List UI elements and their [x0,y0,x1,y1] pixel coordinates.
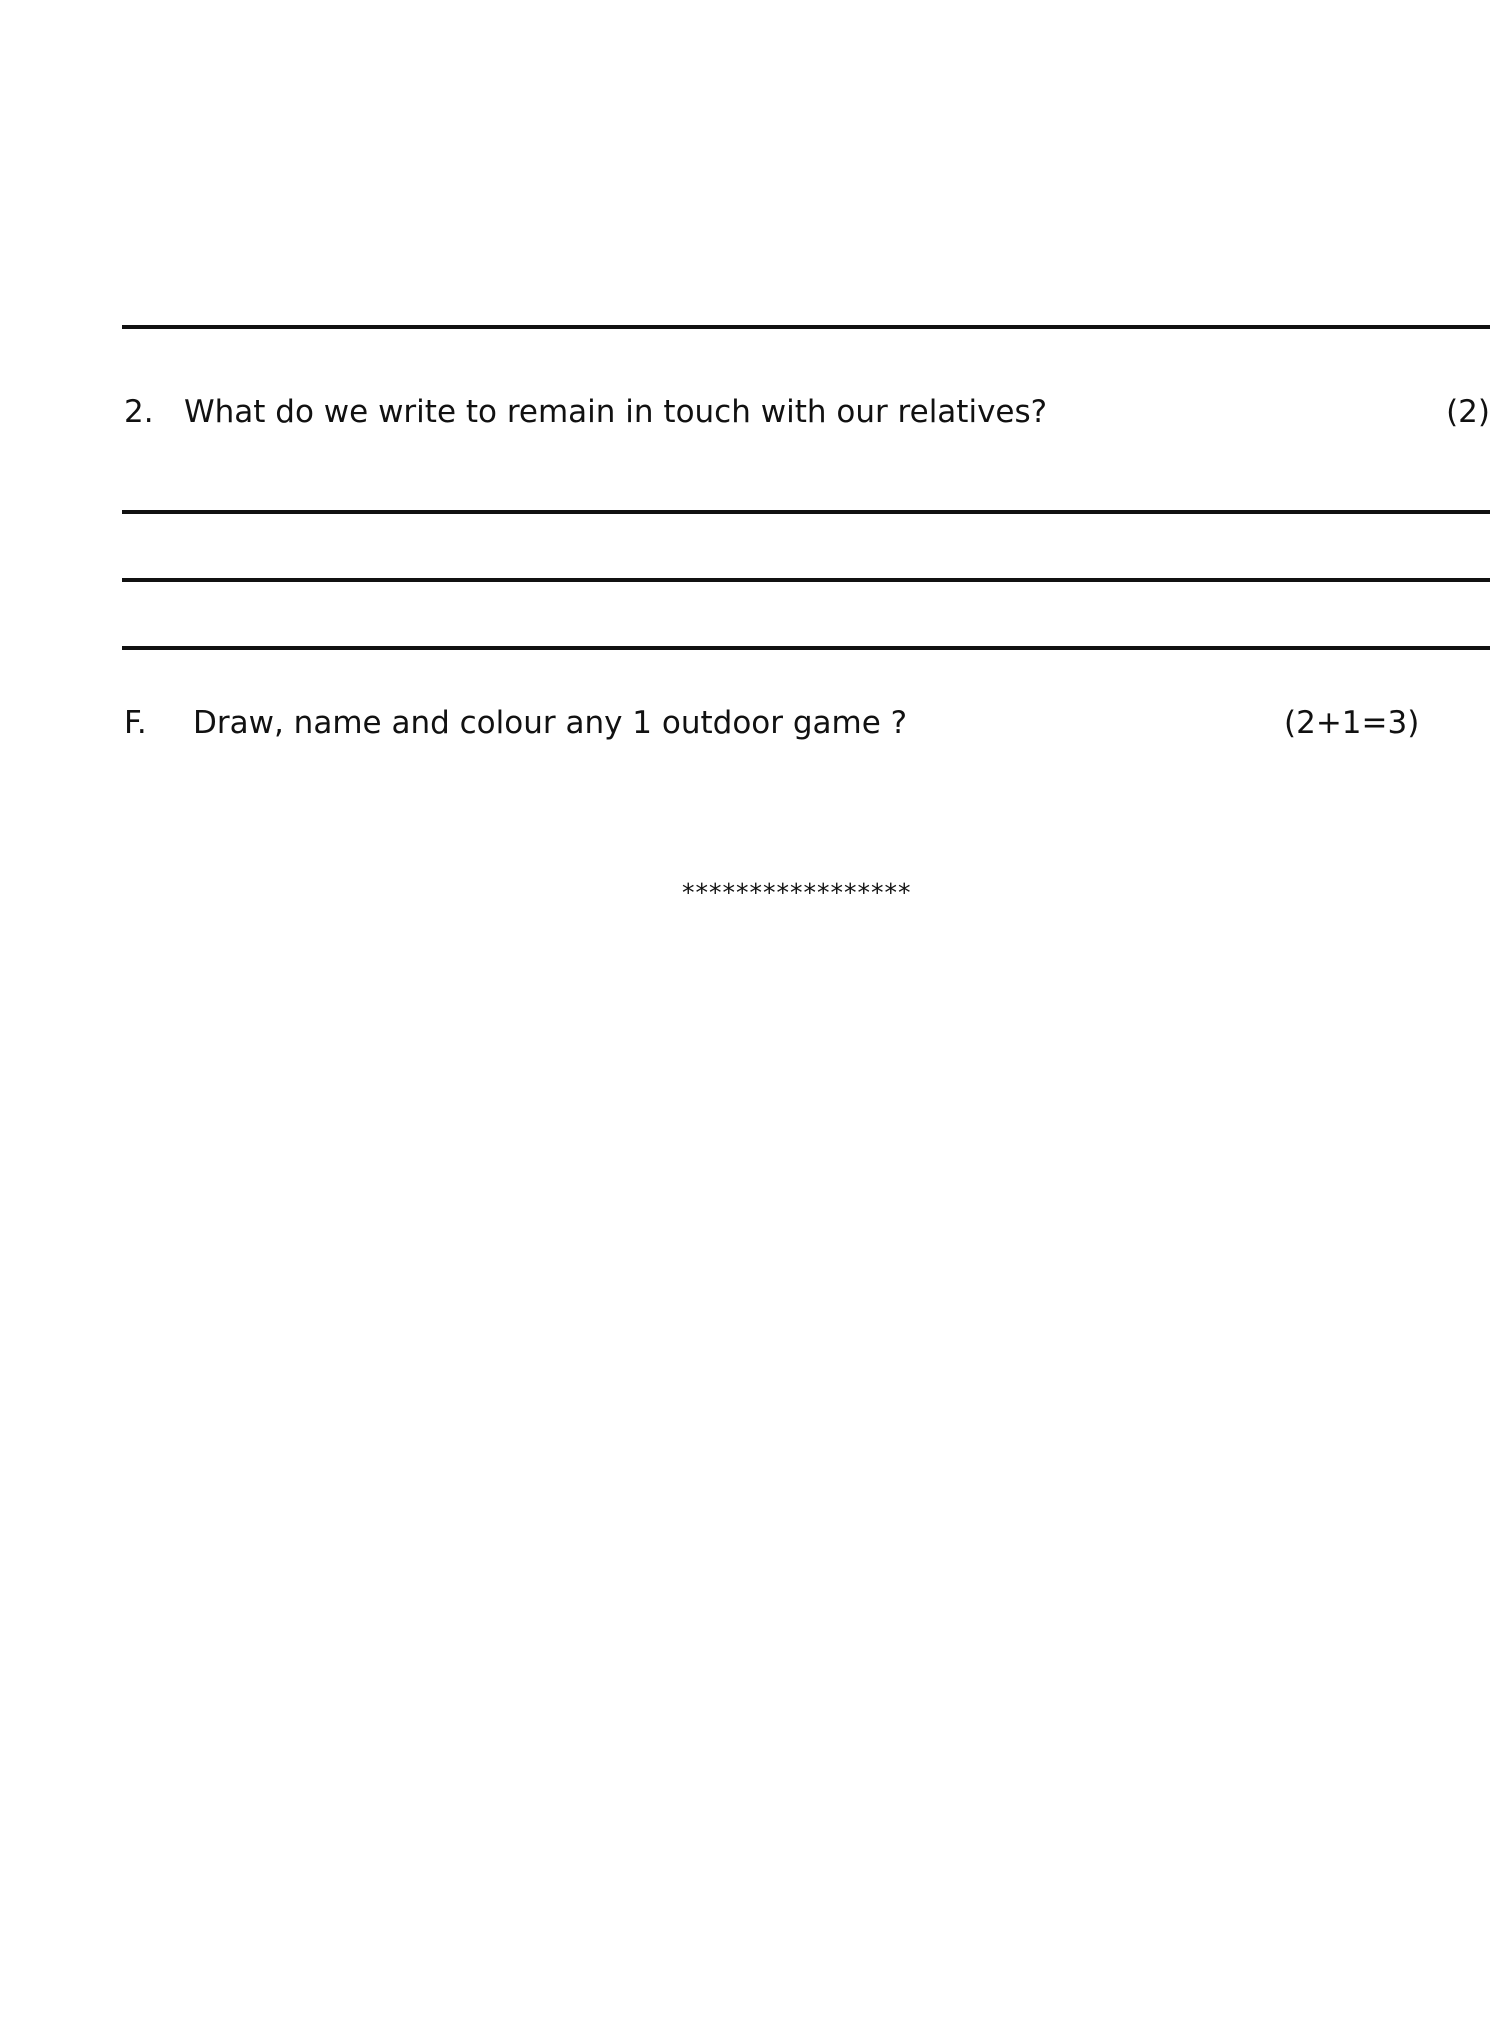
answer-line [122,578,1490,582]
answer-line [122,510,1490,514]
question-marks: (2) [1446,394,1490,430]
question-marks: (2+1=3) [1284,705,1420,741]
end-of-paper-stars: ***************** [682,878,912,907]
question-text: Draw, name and colour any 1 outdoor game ? [193,705,908,741]
question-number: 2. [124,394,154,430]
question-text: What do we write to remain in touch with our relatives? [184,394,1048,430]
question-number: F. [124,705,147,741]
answer-line [122,646,1490,650]
answer-line [122,325,1490,329]
